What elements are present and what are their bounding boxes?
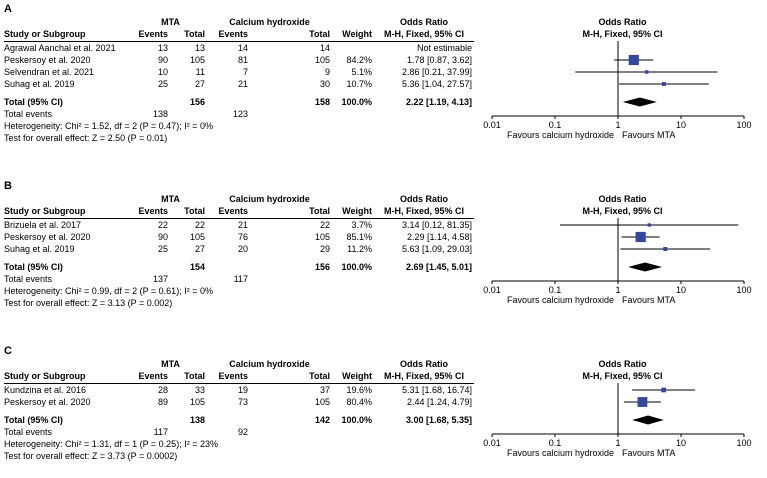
- study-row: [4, 66, 474, 78]
- spacer: [374, 273, 474, 285]
- spacer: [170, 273, 207, 285]
- col-header-method: M-H, Fixed, 95% CI: [383, 371, 464, 381]
- col-header-mta-events: Events: [138, 29, 168, 39]
- total-row: [4, 96, 474, 108]
- mta-total: 27: [194, 79, 205, 89]
- axis-tick-label: 1: [615, 285, 621, 295]
- axis-tick-label: 100: [736, 120, 752, 130]
- col-header-mta-total: Total: [184, 29, 205, 39]
- table-header: [4, 16, 474, 42]
- or-marker: [629, 55, 639, 65]
- table-header: [4, 358, 474, 384]
- caoh-total: 105: [314, 397, 330, 407]
- favours-right-label: Favours MTA: [622, 448, 676, 458]
- weight: 10.7%: [346, 79, 372, 89]
- axis-tick-label: 10: [675, 285, 686, 295]
- plot-method-header: M-H, Fixed, 95% CI: [582, 206, 663, 216]
- mta-events: 10: [157, 67, 168, 77]
- overall-effect-text: Test for overall effect: Z = 3.73 (P = 0.0002): [4, 451, 178, 461]
- or-ci-text: 2.29 [1.14, 4.58]: [406, 232, 472, 242]
- spacer: [374, 108, 474, 120]
- forest-panel-b: [4, 180, 763, 309]
- mta-total: 33: [194, 385, 205, 395]
- spacer: [332, 426, 374, 438]
- caoh-events: 7: [242, 67, 248, 77]
- col-header-method: M-H, Fixed, 95% CI: [383, 206, 464, 216]
- mta-events: 90: [157, 55, 168, 65]
- or-marker: [648, 223, 651, 226]
- total-weight: 100.0%: [341, 415, 372, 425]
- study-name: Peskersoy et al. 2020: [4, 232, 91, 242]
- caoh-total: 30: [319, 79, 330, 89]
- odds-ratio-header: Odds Ratio: [399, 359, 448, 369]
- panel-label: C: [4, 345, 12, 357]
- total-caoh-n: 156: [314, 262, 330, 272]
- group-header-mta: MTA: [161, 17, 180, 27]
- spacer: [4, 193, 134, 205]
- study-table: [4, 358, 474, 462]
- total-caoh-n: 142: [314, 415, 330, 425]
- total-events-caoh: 117: [233, 274, 248, 284]
- favours-left-label: Favours calcium hydroxide: [506, 130, 614, 140]
- spacer: [170, 108, 207, 120]
- or-ci-text: 5.63 [1.09, 29.03]: [401, 244, 472, 254]
- mta-total: 105: [189, 232, 205, 242]
- study-table: [4, 193, 474, 309]
- col-header-method: M-H, Fixed, 95% CI: [383, 29, 464, 39]
- caoh-total: 105: [314, 232, 330, 242]
- total-events-mta: 137: [152, 274, 168, 284]
- forest-panel-c: [4, 345, 763, 462]
- axis-tick-label: 100: [736, 285, 752, 295]
- axis-tick-label: 1: [615, 438, 621, 448]
- pooled-diamond: [628, 263, 662, 272]
- caoh-total: 105: [314, 55, 330, 65]
- spacer: [207, 414, 250, 426]
- favours-right-label: Favours MTA: [622, 130, 676, 140]
- axis-tick-label: 10: [675, 120, 686, 130]
- caoh-events: 21: [237, 79, 248, 89]
- mta-total: 105: [189, 397, 205, 407]
- study-name: Selvendran et al. 2021: [4, 67, 95, 77]
- caoh-events: 14: [237, 43, 248, 53]
- total-events-caoh: 92: [237, 427, 248, 437]
- heterogeneity-text: Heterogeneity: Chi² = 1.31, df = 1 (P = 0.25); I² = 23%: [4, 439, 218, 449]
- col-header-caoh-total: Total: [309, 371, 330, 381]
- study-rows: [4, 42, 474, 90]
- spacer: [332, 358, 374, 370]
- heterogeneity-text: Heterogeneity: Chi² = 0.99, df = 2 (P = 0.61); I² = 0%: [4, 286, 213, 296]
- overall-effect-text: Test for overall effect: Z = 2.50 (P = 0.01): [4, 133, 168, 143]
- forest-panel-a: [4, 3, 763, 144]
- spacer: [332, 273, 374, 285]
- spacer: [250, 426, 332, 438]
- caoh-events: 20: [237, 244, 248, 254]
- total-label: Total (95% CI): [4, 415, 63, 425]
- study-name: Agrawal Aanchal et al. 2021: [4, 43, 116, 53]
- mta-events: 90: [157, 232, 168, 242]
- odds-ratio-header: Odds Ratio: [399, 194, 448, 204]
- study-rows: [4, 384, 474, 408]
- total-events-caoh: 123: [232, 109, 248, 119]
- or-ci-text: 5.31 [1.68, 16.74]: [401, 385, 472, 395]
- pooled-diamond: [632, 416, 664, 425]
- caoh-total: 22: [319, 220, 330, 230]
- mta-total: 13: [194, 43, 205, 53]
- mta-events: 25: [157, 244, 168, 254]
- spacer: [207, 96, 250, 108]
- total-or-ci: 2.22 [1.19, 4.13]: [405, 97, 472, 107]
- spacer: [332, 193, 374, 205]
- weight: 5.1%: [351, 67, 372, 77]
- study-row: [4, 396, 474, 408]
- axis-tick-label: 10: [675, 438, 686, 448]
- axis-tick-label: 0.1: [548, 285, 562, 295]
- weight: 80.4%: [346, 397, 372, 407]
- total-weight: 100.0%: [341, 262, 372, 272]
- weight: 3.7%: [351, 220, 372, 230]
- caoh-total: 9: [324, 67, 330, 77]
- total-row: [4, 414, 474, 426]
- total-events-label: Total events: [4, 274, 53, 284]
- col-header-mta-total: Total: [184, 371, 205, 381]
- axis-tick-label: 0.1: [548, 120, 562, 130]
- or-ci-text: 3.14 [0.12, 81.35]: [401, 220, 472, 230]
- spacer: [207, 261, 250, 273]
- col-header-caoh-events: Events: [218, 29, 248, 39]
- col-header-mta-events: Events: [138, 371, 168, 381]
- total-or-ci: 2.69 [1.45, 5.01]: [405, 262, 472, 272]
- forest-plot-graphic: [478, 358, 767, 439]
- mta-total: 27: [194, 244, 205, 254]
- col-header-mta-total: Total: [184, 206, 205, 216]
- plot-odds-ratio-header: Odds Ratio: [598, 359, 647, 369]
- col-header-study: Study or Subgroup: [4, 206, 86, 216]
- weight: 84.2%: [346, 55, 372, 65]
- study-name: Peskersoy et al. 2020: [4, 397, 91, 407]
- caoh-total: 37: [319, 385, 330, 395]
- study-name: Suhag et al. 2019: [4, 79, 75, 89]
- study-row: [4, 54, 474, 66]
- total-events-row: [4, 108, 474, 120]
- mta-total: 105: [189, 55, 205, 65]
- mta-events: 28: [157, 385, 168, 395]
- total-mta-n: 154: [189, 262, 205, 272]
- study-table: [4, 16, 474, 144]
- axis-tick-label: 1: [615, 120, 621, 130]
- or-ci-text: 5.36 [1.04, 27.57]: [401, 79, 472, 89]
- col-header-weight: Weight: [342, 29, 372, 39]
- group-header-mta: MTA: [161, 359, 180, 369]
- axis-tick-label: 100: [736, 438, 752, 448]
- weight: 11.2%: [347, 244, 372, 254]
- group-header-mta: MTA: [161, 194, 180, 204]
- favours-left-label: Favours calcium hydroxide: [506, 295, 614, 305]
- study-row: [4, 42, 474, 54]
- total-weight: 100.0%: [341, 97, 372, 107]
- caoh-events: 76: [237, 232, 248, 242]
- study-row: [4, 384, 474, 396]
- mta-events: 13: [157, 43, 168, 53]
- study-row: [4, 231, 474, 243]
- col-header-study: Study or Subgroup: [4, 371, 86, 381]
- favours-right-label: Favours MTA: [622, 295, 676, 305]
- total-mta-n: 156: [189, 97, 205, 107]
- spacer: [134, 96, 170, 108]
- or-marker: [637, 397, 647, 407]
- or-ci-text: 2.44 [1.24, 4.79]: [406, 397, 472, 407]
- total-label: Total (95% CI): [4, 262, 63, 272]
- total-events-mta: 138: [152, 109, 168, 119]
- total-mta-n: 138: [189, 415, 205, 425]
- caoh-total: 29: [319, 244, 330, 254]
- caoh-total: 14: [319, 43, 330, 53]
- weight: [332, 42, 374, 54]
- col-header-mta-events: Events: [138, 206, 168, 216]
- mta-total: 11: [195, 67, 205, 77]
- overall-effect-text: Test for overall effect: Z = 3.13 (P = 0.002): [4, 298, 173, 308]
- plot-method-header: M-H, Fixed, 95% CI: [582, 29, 663, 39]
- mta-events: 89: [157, 397, 168, 407]
- spacer: [170, 426, 207, 438]
- total-label: Total (95% CI): [4, 97, 63, 107]
- spacer: [250, 273, 332, 285]
- study-row: [4, 78, 474, 90]
- or-marker: [663, 247, 667, 251]
- study-row: [4, 243, 474, 255]
- forest-plot-graphic: [478, 193, 767, 286]
- col-header-caoh-total: Total: [309, 29, 330, 39]
- plot-method-header: M-H, Fixed, 95% CI: [582, 371, 663, 381]
- weight: 85.1%: [346, 232, 372, 242]
- table-header: [4, 193, 474, 219]
- or-ci-text: Not estimable: [416, 43, 472, 53]
- study-row: [4, 219, 474, 231]
- mta-events: 25: [157, 79, 168, 89]
- total-events-label: Total events: [4, 427, 53, 437]
- spacer: [374, 426, 474, 438]
- total-events-label: Total events: [4, 109, 53, 119]
- col-header-weight: Weight: [342, 371, 372, 381]
- or-ci-text: 1.78 [0.87, 3.62]: [406, 55, 472, 65]
- total-row: [4, 261, 474, 273]
- axis-tick-label: 0.01: [483, 438, 501, 448]
- group-header-calcium-hydroxide: Calcium hydroxide: [229, 194, 310, 204]
- panel-label: B: [4, 180, 12, 192]
- total-caoh-n: 158: [314, 97, 330, 107]
- or-marker: [661, 388, 666, 393]
- spacer: [134, 261, 170, 273]
- caoh-events: 81: [237, 55, 248, 65]
- or-marker: [662, 82, 666, 86]
- total-events-row: [4, 273, 474, 285]
- caoh-events: 19: [237, 385, 248, 395]
- axis-tick-label: 0.01: [483, 120, 501, 130]
- axis-tick-label: 0.01: [483, 285, 501, 295]
- col-header-weight: Weight: [342, 206, 372, 216]
- spacer: [332, 16, 374, 28]
- favours-left-label: Favours calcium hydroxide: [506, 448, 614, 458]
- col-header-study: Study or Subgroup: [4, 29, 86, 39]
- group-header-calcium-hydroxide: Calcium hydroxide: [229, 359, 310, 369]
- or-ci-text: 2.86 [0.21, 37.99]: [401, 67, 472, 77]
- axis-tick-label: 0.1: [548, 438, 562, 448]
- total-events-row: [4, 426, 474, 438]
- spacer: [250, 108, 332, 120]
- mta-events: 22: [157, 220, 168, 230]
- or-marker: [636, 232, 646, 242]
- study-name: Brizuela et al. 2017: [4, 220, 82, 230]
- caoh-events: 73: [237, 397, 248, 407]
- spacer: [4, 358, 134, 370]
- panel-label: A: [4, 3, 12, 15]
- plot-odds-ratio-header: Odds Ratio: [598, 17, 647, 27]
- or-marker: [645, 70, 648, 73]
- col-header-caoh-total: Total: [309, 206, 330, 216]
- study-name: Peskersoy et al. 2020: [4, 55, 91, 65]
- total-events-mta: 117: [153, 427, 168, 437]
- study-name: Suhag et al. 2019: [4, 244, 75, 254]
- caoh-events: 21: [237, 220, 248, 230]
- heterogeneity-text: Heterogeneity: Chi² = 1.52, df = 2 (P = 0.47); I² = 0%: [4, 121, 213, 131]
- study-name: Kundzina et al. 2016: [4, 385, 87, 395]
- col-header-caoh-events: Events: [218, 371, 248, 381]
- pooled-diamond: [623, 98, 657, 107]
- col-header-caoh-events: Events: [218, 206, 248, 216]
- spacer: [134, 414, 170, 426]
- spacer: [332, 108, 374, 120]
- odds-ratio-header: Odds Ratio: [399, 17, 448, 27]
- weight: 19.6%: [346, 385, 372, 395]
- total-or-ci: 3.00 [1.68, 5.35]: [405, 415, 472, 425]
- spacer: [4, 16, 134, 28]
- group-header-calcium-hydroxide: Calcium hydroxide: [229, 17, 310, 27]
- forest-plot-graphic: [478, 16, 767, 121]
- plot-odds-ratio-header: Odds Ratio: [598, 194, 647, 204]
- mta-total: 22: [194, 220, 205, 230]
- study-rows: [4, 219, 474, 255]
